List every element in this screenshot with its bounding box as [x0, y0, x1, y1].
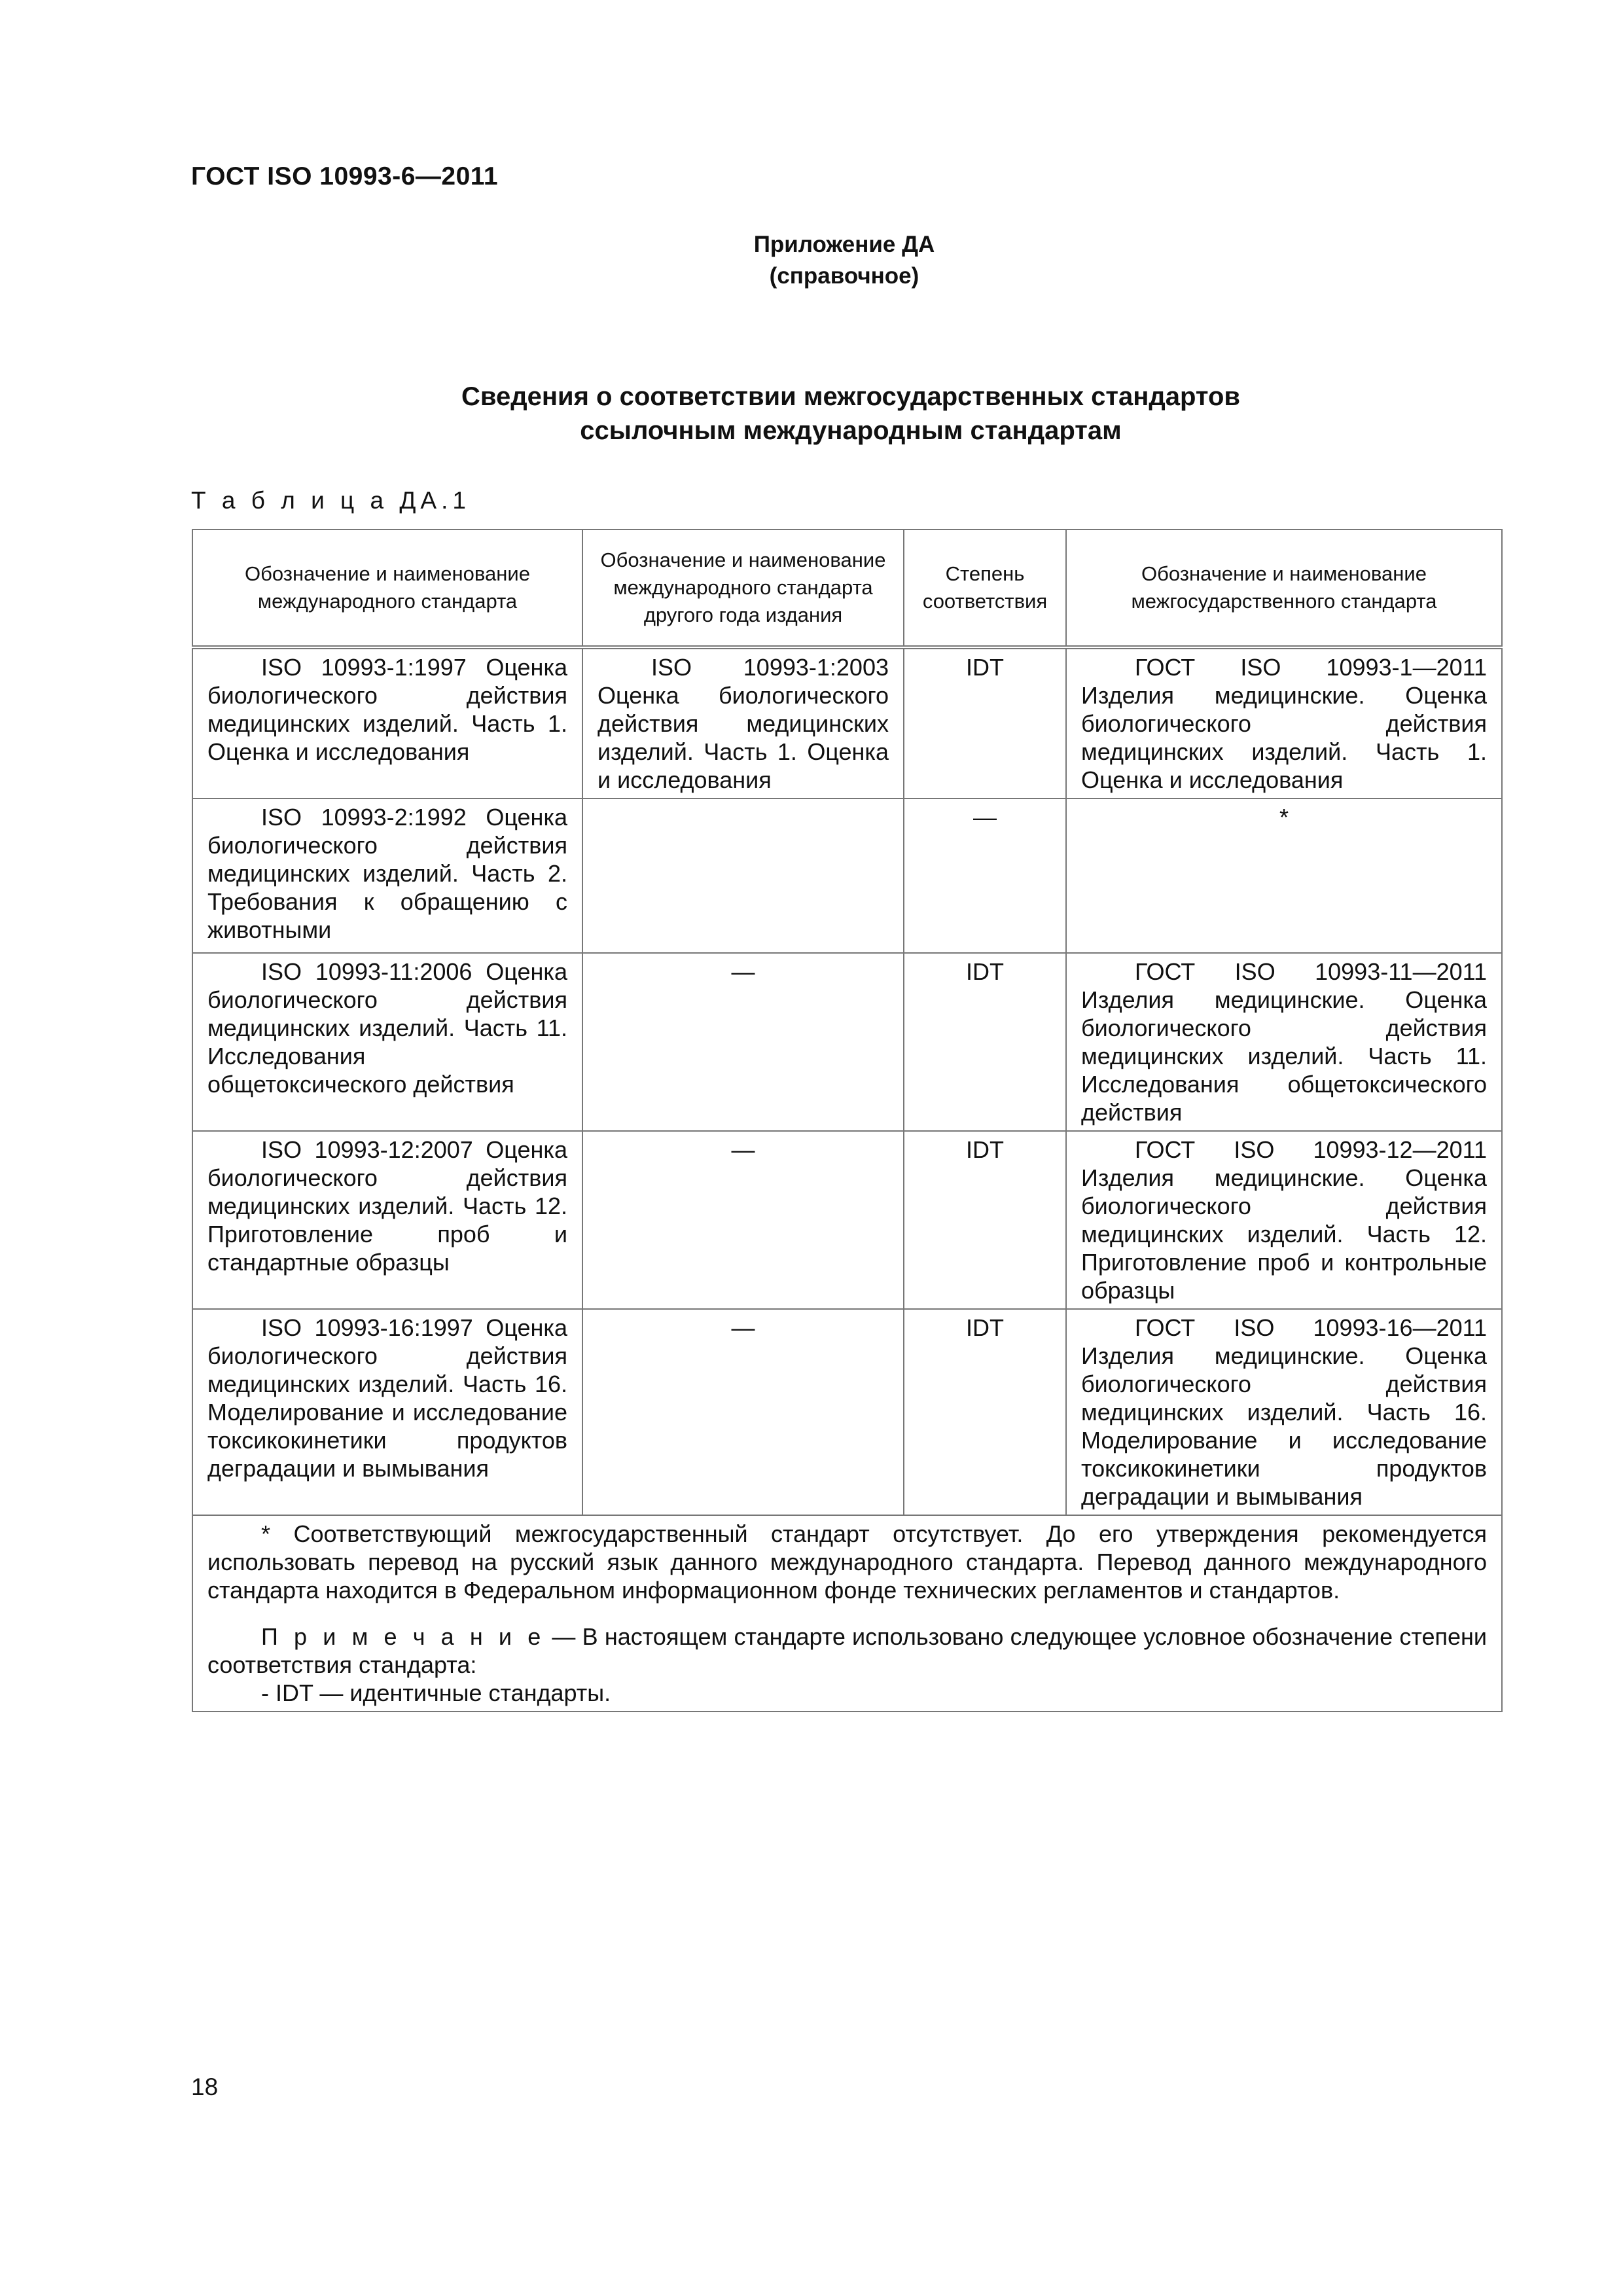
table-footnote-row [192, 1515, 1502, 1712]
table-row [192, 647, 1502, 798]
header-degree: Степень соответствия [904, 529, 1066, 647]
cell-intl: ISO 10993-16:1997 Оценка биологического действия медицинских изделий. Часть 16. Моделирование и исследование токсикокинетики продуктов деградации и вымывания [192, 1309, 582, 1515]
cell-gost: ГОСТ ISO 10993-11—2011 Изделия медицинские. Оценка биологического действия медицинских изделий. Часть 11. Исследования общетоксического действия [1066, 953, 1502, 1131]
cell-degree: IDT [904, 1309, 1066, 1515]
cell-other [582, 798, 904, 953]
cell-intl: ISO 10993-1:1997 Оценка биологического действия медицинских изделий. Часть 1. Оценка и исследования [192, 647, 582, 798]
note-item: - IDT — идентичные стандарты. [261, 1679, 611, 1706]
table-row [192, 798, 1502, 953]
cell-degree: IDT [904, 647, 1066, 798]
cell-degree: IDT [904, 1131, 1066, 1309]
table-header-row [192, 529, 1502, 647]
annex-heading [713, 229, 975, 292]
header-interstate-standard: Обозначение и наименование межгосударственного стандарта [1066, 529, 1502, 647]
cell-intl: ISO 10993-11:2006 Оценка биологического действия медицинских изделий. Часть 11. Исследования общетоксического действия [192, 953, 582, 1131]
table-row [192, 1131, 1502, 1309]
page-number: 18 [191, 2073, 219, 2100]
cell-other: — [582, 953, 904, 1131]
table-row [192, 953, 1502, 1131]
footnote-text: * Соответствующий межгосударственный стандарт отсутствует. До его утверждения рекомендуется использовать перевод на русский язык данного международного стандарта. Перевод данного международного стандарта находится в Федеральном информационном фонде технических регламентов и стандартов. [207, 1520, 1487, 1604]
cell-gost: ГОСТ ISO 10993-1—2011 Изделия медицинские. Оценка биологического действия медицинских изделий. Часть 1. Оценка и исследования [1066, 647, 1502, 798]
table-footnote-cell [192, 1515, 1502, 1712]
correspondence-table [192, 529, 1503, 1712]
table-row [192, 1309, 1502, 1515]
header-other-year-standard: Обозначение и наименование международного стандарта другого года издания [582, 529, 904, 647]
cell-intl: ISO 10993-2:1992 Оценка биологического действия медицинских изделий. Часть 2. Требования к обращению с животными [192, 798, 582, 953]
cell-gost: ГОСТ ISO 10993-16—2011 Изделия медицинские. Оценка биологического действия медицинских изделий. Часть 16. Моделирование и исследование токсикокинетики продуктов деградации и вымывания [1066, 1309, 1502, 1515]
cell-other: — [582, 1131, 904, 1309]
annex-title: Приложение ДА [753, 232, 935, 257]
cell-intl: ISO 10993-12:2007 Оценка биологического действия медицинских изделий. Часть 12. Приготовление проб и стандартные образцы [192, 1131, 582, 1309]
header-intl-standard: Обозначение и наименование международного стандарта [192, 529, 582, 647]
cell-other: — [582, 1309, 904, 1515]
cell-degree: — [904, 798, 1066, 953]
cell-gost: * [1066, 798, 1502, 953]
cell-degree: IDT [904, 953, 1066, 1131]
annex-subtitle: (справочное) [769, 263, 919, 289]
section-title-line2: ссылочным международным стандартам [580, 416, 1122, 445]
document-header: ГОСТ ISO 10993-6—2011 [191, 162, 499, 190]
note-text: — В настоящем стандарте использовано следующее условное обозначение степени соответствия стандарта: [207, 1623, 1487, 1678]
note-paragraph [207, 1623, 1487, 1679]
cell-other: ISO 10993-1:2003 Оценка биологического действия медицинских изделий. Часть 1. Оценка и исследования [582, 647, 904, 798]
cell-gost: ГОСТ ISO 10993-12—2011 Изделия медицинские. Оценка биологического действия медицинских изделий. Часть 12. Приготовление проб и контрольные образцы [1066, 1131, 1502, 1309]
section-title [327, 380, 1374, 448]
table-caption: Т а б л и ц а ДА.1 [191, 487, 471, 514]
note-label: П р и м е ч а н и е [261, 1623, 546, 1650]
section-title-line1: Сведения о соответствии межгосударственных стандартов [461, 382, 1240, 411]
